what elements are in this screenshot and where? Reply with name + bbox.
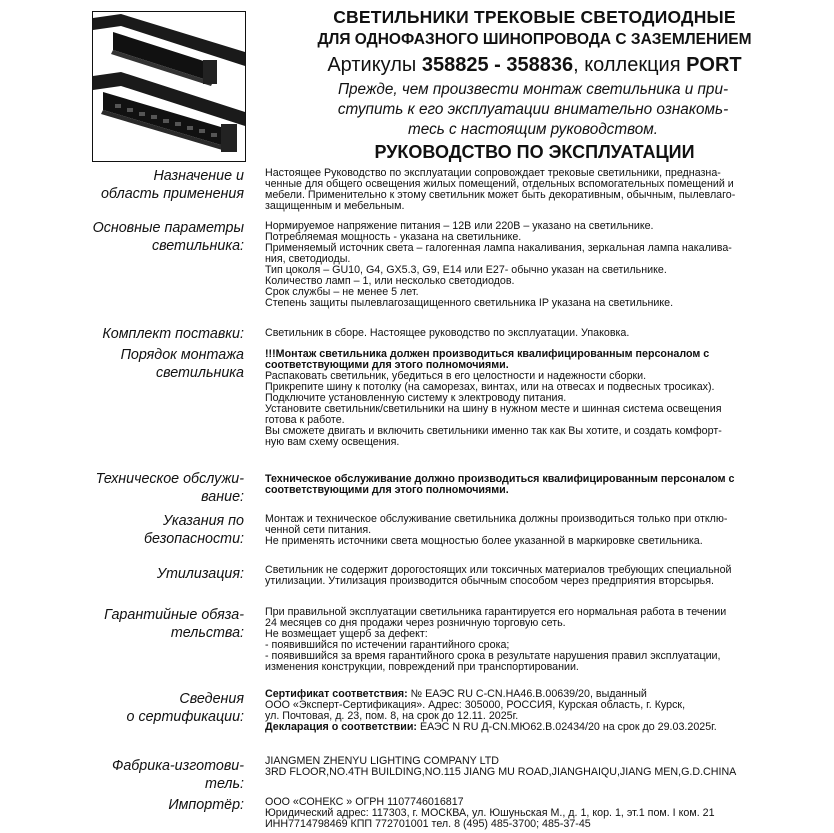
- text-warranty: При правильной эксплуатации светильника гарантируется его нормальная работа в течении 24 месяцев со дня продажи через розничную торговую сеть. Не возмещает ущерб за дефект: - появившийся по истечении гарантийного срока; - появившийся за время гарантийного срока в результате нарушения правил эксплуатации, изменения конструкции, повреждений при транспортировании.: [265, 606, 727, 673]
- label-disposal: Утилизация:: [156, 566, 244, 582]
- text-maintenance: Техническое обслуживание должно производиться квалифицированным персоналом с соответствующими для этого полномочиями.: [265, 473, 735, 496]
- label-certification: Сведения о сертификации:: [126, 691, 244, 725]
- text-kit: Светильник в сборе. Настоящее руководство по эксплуатации. Упаковка.: [265, 327, 630, 339]
- text-manufacturer: JIANGMEN ZHENYU LIGHTING COMPANY LTD 3RD FLOOR,NO.4TH BUILDING,NO.115 JIANG MU ROAD,JIANGHAIQU,JIANG MEN,G.D.CHINA: [265, 755, 737, 778]
- warning-text: Прежде, чем произвести монтаж светильника и при- ступить к его эксплуатации внимательно ознакомь- тесь с настоящим руководством.: [337, 81, 729, 138]
- label-safety: Указания по безопасности:: [143, 513, 244, 547]
- text-disposal: Светильник не содержит дорогостоящих или токсичных материалов требующих специальной утилизации. Утилизация производится обычным способом через предприятия вторсырья.: [265, 564, 732, 587]
- label-warranty: Гарантийные обяза- тельства:: [104, 607, 244, 641]
- text-importer: ООО «СОНЕКС » ОГРН 1107746016817 Юридический адрес: 117303, г. МОСКВА, ул. Юшуньская М., д. 1, кор. 1, эт.1 пом. I ком. 21 ИНН7714798469 КПП 772701001 тел. 8 (495) 485-3700; 485-37-45: [265, 796, 715, 830]
- label-mounting: Порядок монтажа светильника: [120, 347, 244, 381]
- label-kit: Комплект поставки:: [102, 326, 244, 342]
- text-params: Нормируемое напряжение питания – 12В или 220В – указано на светильнике. Потребляемая мощность - указана на светильнике. Применяемый источник света – галогенная лампа накаливания, зеркальная лампа накалива- ния, светодиоды. Тип цоколя – GU10, G4, GX5.3, G9, E14 или E27- обычно указан на светильнике. Количество ламп – 1, или несколько светодиодов. Срок службы – не менее 5 лет. Степень защиты пылевлагозащищенного светильника IP указана на светильнике.: [265, 220, 732, 309]
- label-importer: Импортёр:: [168, 797, 244, 813]
- articles-line: Артикулы 358825 - 358836, коллекция PORT: [327, 54, 742, 76]
- manual-title: РУКОВОДСТВО ПО ЭКСПЛУАТАЦИИ: [374, 142, 695, 162]
- text-safety: Монтаж и техническое обслуживание светильника должны производиться только при отклю- ченной сети питания. Не применять источники света мощностью более указанной в маркировке светильника.: [265, 513, 728, 547]
- label-params: Основные параметры светильника:: [92, 220, 244, 254]
- label-manufacturer: Фабрика-изготови- тель:: [111, 758, 244, 792]
- text-mounting: !!!Монтаж светильника должен производиться квалифицированным персоналом с соответствующими для этого полномочиями. Распаковать светильник, убедиться в его целостности и надежности сборки. Прикрепите шину к потолку (на саморезах, винтах, или на отвесах и подвесных тросиках). Подключите установленную систему к электроводу питания. Установите светильник/светильники на шину в нужном месте и шинная система освещения готова к работе. Вы сможете двигать и включить светильники именно так как Вы хотите, и создать комфорт- ную вам схему освещения.: [265, 348, 722, 448]
- title-line-2: ДЛЯ ОДНОФАЗНОГО ШИНОПРОВОДА С ЗАЗЕМЛЕНИЕМ: [317, 31, 752, 48]
- text-certification: Сертификат соответствия: № ЕАЭС RU С-CN.НА46.В.00639/20, выданный ООО «Эксперт-Сертификация». Адрес: 305000, РОССИЯ, Курская область, г. Курск, ул. Почтовая, д. 23, пом. 8, на срок до 12.11. 2025г. Декларация о соответствии: ЕАЭС N RU Д-CN.МЮ62.В.02434/20 на срок до 29.03.2025г.: [265, 688, 717, 733]
- text-purpose: Настоящее Руководство по эксплуатации сопровождает трековые светильники, предназна- ченные для общего освещения жилых помещений, отдельных вспомогательных помещений и мебели. Применительно к этому светильник может быть декоративным, обычным, пылевлаго- защищенным и мебельным.: [265, 167, 736, 212]
- product-image: [92, 11, 246, 162]
- track-luminaire-illustration: [93, 12, 245, 161]
- title-line-1: СВЕТИЛЬНИКИ ТРЕКОВЫЕ СВЕТОДИОДНЫЕ: [333, 7, 736, 27]
- label-maintenance: Техническое обслужи- вание:: [95, 471, 244, 505]
- label-purpose: Назначение и область применения: [100, 168, 244, 202]
